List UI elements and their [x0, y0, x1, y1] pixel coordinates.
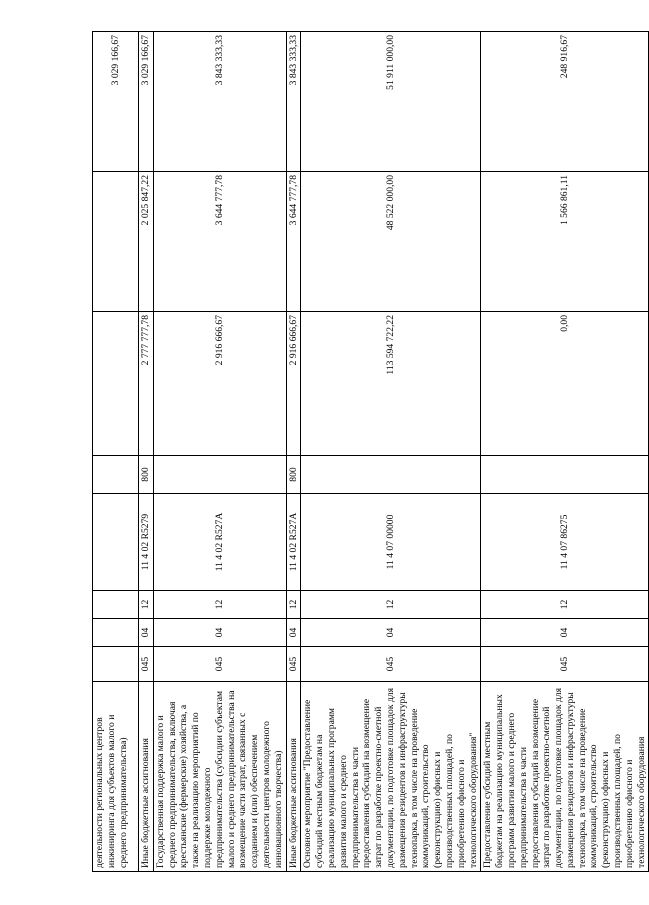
table-row: [153, 32, 286, 872]
expense-type-code: 800: [139, 456, 154, 494]
ministry-code: 045: [286, 647, 301, 682]
expense-type-code: 800: [286, 456, 301, 494]
amount-year-2: 3 644 777,78: [153, 172, 286, 312]
ministry-code: 045: [139, 647, 154, 682]
amount-year-3: 3 029 166,67: [93, 32, 139, 172]
amount-year-3: 248 916,67: [481, 32, 649, 172]
amount-year-3: 3 843 333,33: [153, 32, 286, 172]
subsection-code: 12: [481, 591, 649, 619]
row-name: Государственная поддержка малого и среднего предпринимательства, включая крестьянские (фермерские) хозяйства, а также на реализацию мероприятий по поддержке молодежного предпринимательства (субсидии субъектам малого и среднего предпринимательства на возмещение части затрат, связанных с созданием и (или) обеспечением деятельности центров молодежного инновационного творчества): [153, 682, 286, 872]
amount-year-2: 1 566 861,11: [481, 172, 649, 312]
budget-table: [92, 31, 649, 872]
section-code: 04: [301, 619, 481, 647]
subsection-code: [93, 591, 139, 619]
subsection-code: 12: [301, 591, 481, 619]
subsection-code: 12: [286, 591, 301, 619]
expense-type-code: [301, 456, 481, 494]
target-code: [93, 494, 139, 591]
amount-year-1: 113 594 722,22: [301, 312, 481, 456]
section-code: [93, 619, 139, 647]
table-row: [93, 32, 139, 872]
section-code: 04: [153, 619, 286, 647]
row-name: Иные бюджетные ассигнования: [286, 682, 301, 872]
amount-year-1: 2 916 666,67: [286, 312, 301, 456]
amount-year-3: 51 911 000,00: [301, 32, 481, 172]
amount-year-3: 3 029 166,67: [139, 32, 154, 172]
expense-type-code: [481, 456, 649, 494]
row-name: Основное мероприятие "Предоставление субсидий местным бюджетам на реализацию муниципальных программ развития малого и среднего предпринимательства в части предоставления субсидий на возмещение затрат по разработке проектно-сметной документации, по подготовке площадок для размещения резидентов и инфраструктуры технопарка, в том числе на проведение коммуникаций, строительство (реконструкцию) офисных и производственных площадей, по приобретению офисного и технологического оборудования": [301, 682, 481, 872]
amount-year-1: [93, 312, 139, 456]
section-code: 04: [139, 619, 154, 647]
amount-year-2: [93, 172, 139, 312]
rotated-table-wrapper: [92, 32, 647, 872]
subsection-code: 12: [139, 591, 154, 619]
subsection-code: 12: [153, 591, 286, 619]
section-code: 04: [481, 619, 649, 647]
target-code: 11 4 02 R5279: [139, 494, 154, 591]
row-name: Предоставление субсидий местным бюджетам на реализацию муниципальных программ развития малого и среднего предпринимательства в части предоставления субсидий на возмещение затрат по разработке проектно-сметной документации, по подготовке площадок для размещения резидентов и инфраструктуры технопарка, в том числе на проведение коммуникаций, строительство (реконструкцию) офисных и производственных площадей, по приобретению офисного и технологического оборудования: [481, 682, 649, 872]
ministry-code: 045: [153, 647, 286, 682]
target-code: 11 4 07 86275: [481, 494, 649, 591]
amount-year-1: 2 777 777,78: [139, 312, 154, 456]
amount-year-1: 0,00: [481, 312, 649, 456]
table-row: [481, 32, 649, 872]
target-code: 11 4 02 R527A: [286, 494, 301, 591]
amount-year-3: 3 843 333,33: [286, 32, 301, 172]
amount-year-2: 48 522 000,00: [301, 172, 481, 312]
expense-type-code: [153, 456, 286, 494]
row-name: деятельности региональных центров инжиниринга для субъектов малого и среднего предпринимательства): [93, 682, 139, 872]
table-row: [301, 32, 481, 872]
table-row: [139, 32, 154, 872]
section-code: 04: [286, 619, 301, 647]
ministry-code: 045: [301, 647, 481, 682]
row-name: Иные бюджетные ассигнования: [139, 682, 154, 872]
amount-year-1: 2 916 666,67: [153, 312, 286, 456]
target-code: 11 4 07 00000: [301, 494, 481, 591]
ministry-code: [93, 647, 139, 682]
amount-year-2: 3 644 777,78: [286, 172, 301, 312]
amount-year-2: 2 025 847,22: [139, 172, 154, 312]
expense-type-code: [93, 456, 139, 494]
table-row: [286, 32, 301, 872]
ministry-code: 045: [481, 647, 649, 682]
target-code: 11 4 02 R527A: [153, 494, 286, 591]
